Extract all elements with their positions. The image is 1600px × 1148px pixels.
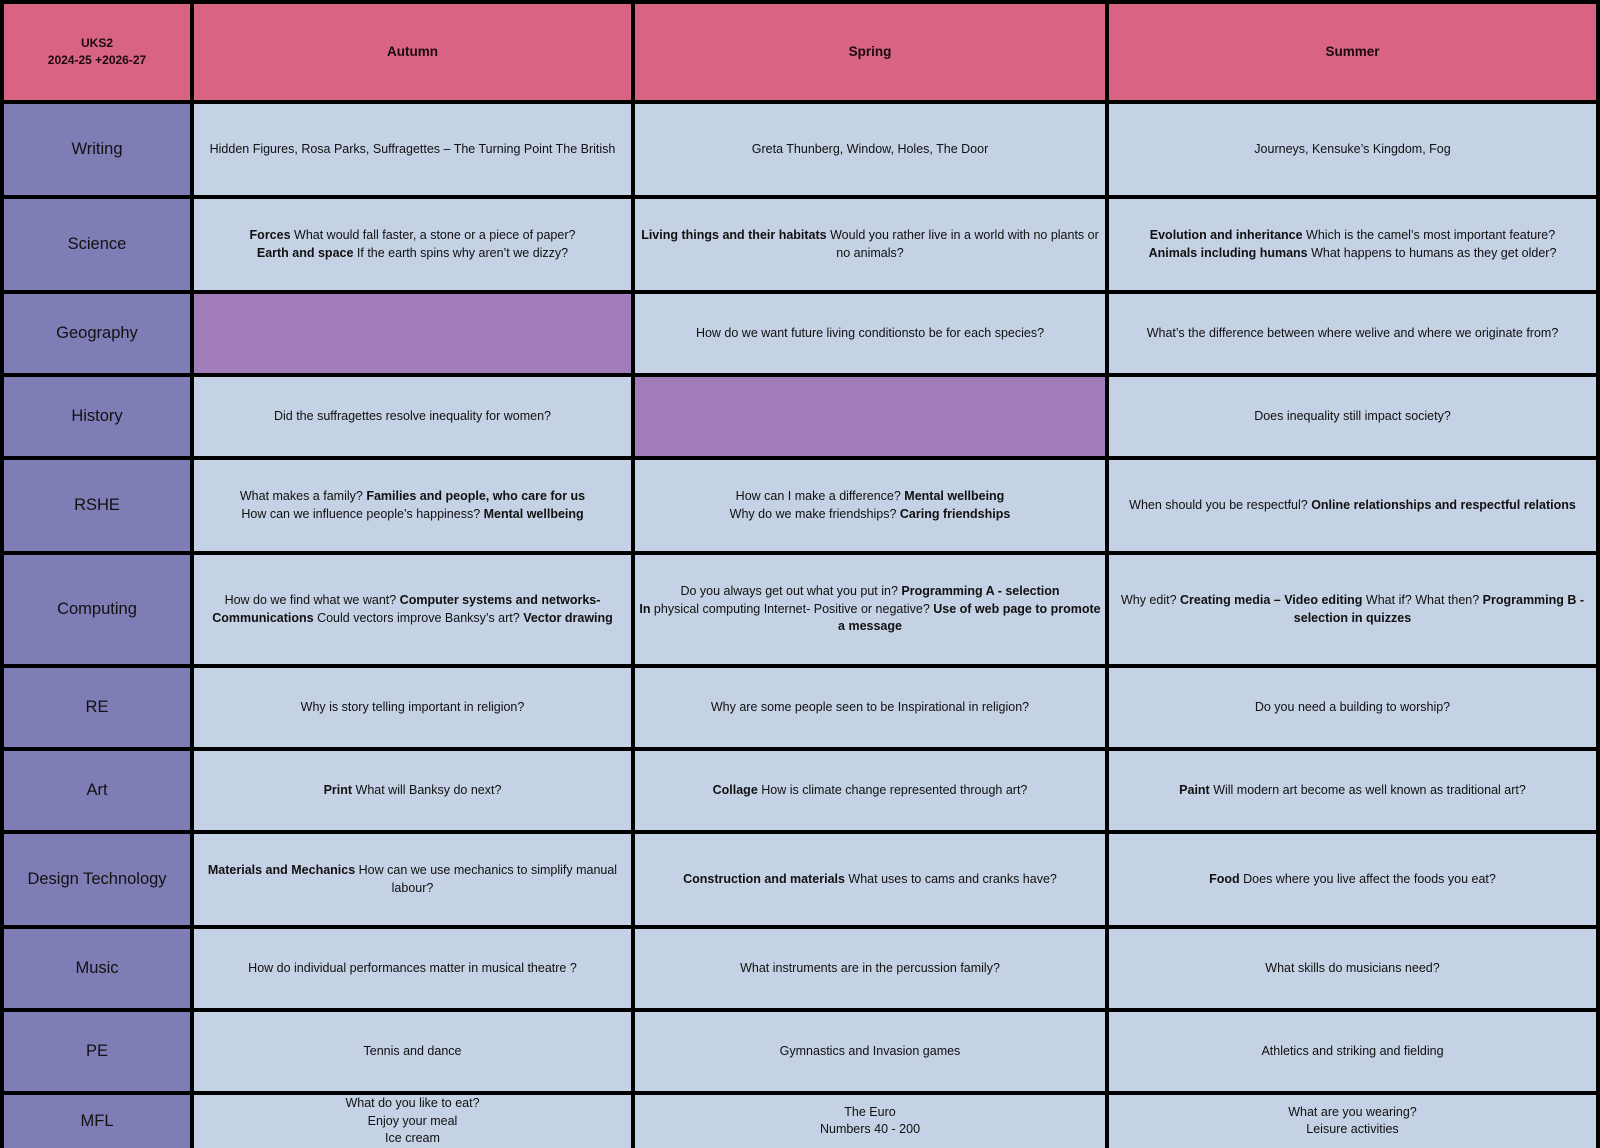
bold-topic-text: Print (323, 782, 353, 797)
cell-text: Tennis and dance (363, 1043, 462, 1058)
cell-line (638, 601, 1102, 636)
bold-topic-text: Programming A - selection (901, 584, 1060, 599)
cell-line (250, 227, 576, 245)
cell-line (1147, 325, 1559, 343)
cell-re-spring (635, 668, 1105, 747)
subject-label-computing: Computing (4, 555, 190, 664)
cell-line (1149, 245, 1557, 263)
cell-text: Do you need a building to worship? (1254, 699, 1451, 714)
cell-line (1129, 497, 1576, 515)
subject-label-rshe: RSHE (4, 460, 190, 551)
cell-re-autumn (194, 668, 631, 747)
subject-label-re: RE (4, 668, 190, 747)
cell-line (638, 227, 1102, 262)
cell-design-technology-autumn (194, 834, 631, 925)
cell-line (696, 325, 1044, 343)
cell-design-technology-spring (635, 834, 1105, 925)
bold-topic-text: Forces (249, 228, 291, 242)
cell-text: When should you be respectful? (1129, 497, 1312, 512)
cell-design-technology-summer (1109, 834, 1596, 925)
bold-topic-text: In (639, 601, 651, 616)
cell-text: What happens to humans as they get older? (1307, 245, 1557, 260)
cell-text: Did the suffragettes resolve inequality for women? (273, 408, 551, 423)
cell-line (752, 141, 988, 159)
cell-mfl-summer (1109, 1095, 1596, 1148)
cell-line (1288, 1104, 1417, 1122)
cell-text: Greta Thunberg, Window, Holes, The Door (751, 141, 989, 156)
cell-text: Why is story telling important in religion? (300, 699, 525, 714)
cell-text: Why are some people seen to be Inspirational in religion? (710, 699, 1030, 714)
cell-text: Ice cream (385, 1131, 440, 1145)
cell-text: Leisure activities (1306, 1122, 1399, 1137)
bold-topic-text: Paint (1179, 782, 1210, 797)
bold-topic-text: Mental wellbeing (904, 489, 1005, 503)
empty-cell-geography-autumn (194, 294, 631, 373)
cell-line (301, 699, 525, 717)
cell-line (780, 1043, 961, 1061)
bold-topic-text: Programming B - selection in quizzes (1293, 593, 1585, 625)
bold-topic-text: Communications (212, 610, 314, 625)
cell-text: Does where you live affect the foods you eat? (1239, 871, 1496, 886)
subject-label-design-technology: Design Technology (4, 834, 190, 925)
cell-line (1179, 782, 1526, 800)
bold-topic-text: Earth and space (256, 245, 354, 260)
cell-text: What instruments are in the percussion family? (740, 960, 1000, 975)
cell-geography-summer (1109, 294, 1596, 373)
cell-art-summer (1109, 751, 1596, 830)
bold-topic-text: Online relationships and respectful relations (1311, 497, 1576, 512)
cell-text: Hidden Figures, Rosa Parks, Suffragettes – The Turning Point The British (209, 141, 616, 156)
cell-line (1265, 960, 1439, 978)
bold-topic-text: Use of web page to promote a message (838, 601, 1101, 634)
cell-text: How can I make a difference? (735, 489, 905, 503)
cell-music-autumn (194, 929, 631, 1008)
cell-rshe-summer (1109, 460, 1596, 551)
subject-label-geography: Geography (4, 294, 190, 373)
cell-computing-summer (1109, 555, 1596, 664)
cell-text: Do you always get out what you put in? (680, 584, 902, 599)
cell-line (324, 782, 502, 800)
cell-writing-summer (1109, 104, 1596, 195)
cell-text: Gymnastics and Invasion games (779, 1043, 961, 1058)
cell-science-summer (1109, 199, 1596, 290)
subject-label-writing: Writing (4, 104, 190, 195)
cell-text: How do we find what we want? (224, 593, 400, 607)
cell-music-spring (635, 929, 1105, 1008)
cell-line (1254, 141, 1450, 159)
term-header-autumn: Autumn (194, 4, 631, 100)
corner-header (4, 4, 190, 100)
cell-line (730, 488, 1011, 506)
cell-line (248, 960, 577, 978)
cell-line (730, 506, 1011, 524)
cell-line (820, 1104, 920, 1122)
cell-re-summer (1109, 668, 1596, 747)
cell-text: What makes a family? (239, 489, 367, 503)
cell-writing-autumn (194, 104, 631, 195)
cell-line (1255, 699, 1450, 717)
empty-cell-history-spring (635, 377, 1105, 456)
cell-line (1254, 408, 1451, 426)
cell-writing-spring (635, 104, 1105, 195)
cell-text: What would fall faster, a stone or a piece of paper? (290, 228, 576, 242)
subject-label-music: Music (4, 929, 190, 1008)
cell-line (1149, 227, 1557, 245)
cell-line (1261, 1043, 1443, 1061)
cell-line (683, 871, 1057, 889)
cell-text: If the earth spins why aren’t we dizzy? (353, 245, 569, 260)
cell-text: Athletics and striking and fielding (1261, 1043, 1444, 1058)
cell-line (364, 1043, 462, 1061)
cell-line (638, 583, 1102, 601)
subject-label-art: Art (4, 751, 190, 830)
bold-topic-text: Mental wellbeing (483, 506, 584, 521)
cell-line (740, 960, 1000, 978)
cell-art-spring (635, 751, 1105, 830)
bold-topic-text: Vector drawing (523, 610, 613, 625)
cell-text: What will Banksy do next? (352, 782, 502, 797)
cell-line (1112, 592, 1593, 627)
cell-line (1288, 1121, 1417, 1139)
cell-science-spring (635, 199, 1105, 290)
bold-topic-text: Food (1209, 871, 1240, 886)
cell-text: Would you rather live in a world with no plants or no animals? (826, 228, 1099, 260)
cell-line (210, 141, 616, 159)
bold-topic-text: Creating media – Video editing (1180, 593, 1363, 607)
cell-line (1209, 871, 1496, 889)
cell-line (820, 1121, 920, 1139)
subject-label-mfl: MFL (4, 1095, 190, 1148)
subject-label-science: Science (4, 199, 190, 290)
corner-years: 2024-25 +2026-27 (47, 53, 147, 67)
cell-text: How do we want future living conditionsto be for each species? (695, 325, 1045, 340)
cell-line (274, 408, 551, 426)
bold-topic-text: Families and people, who care for us (366, 489, 586, 503)
cell-line (240, 488, 585, 506)
subject-label-pe: PE (4, 1012, 190, 1091)
cell-text: Enjoy your meal (367, 1113, 458, 1128)
cell-history-summer (1109, 377, 1596, 456)
cell-music-summer (1109, 929, 1596, 1008)
cell-text: physical computing Internet- Positive or negative? (650, 601, 934, 616)
cell-line (711, 699, 1029, 717)
cell-line (197, 862, 628, 897)
term-header-spring: Spring (635, 4, 1105, 100)
cell-science-autumn (194, 199, 631, 290)
cell-line (212, 592, 613, 610)
cell-line (345, 1095, 479, 1113)
cell-rshe-autumn (194, 460, 631, 551)
subject-label-history: History (4, 377, 190, 456)
cell-line (212, 610, 613, 628)
cell-pe-summer (1109, 1012, 1596, 1091)
cell-text: How can we influence people’s happiness? (241, 506, 484, 521)
cell-computing-spring (635, 555, 1105, 664)
cell-text: The Euro (844, 1104, 896, 1119)
cell-text: Why do we make friendships? (729, 506, 900, 521)
cell-text: Which is the camel’s most important feature? (1302, 228, 1556, 242)
cell-text: How do individual performances matter in musical theatre ? (248, 960, 577, 975)
bold-topic-text: Computer systems and networks- (399, 593, 601, 607)
cell-text: What skills do musicians need? (1265, 960, 1440, 975)
cell-computing-autumn (194, 555, 631, 664)
cell-text: How can we use mechanics to simplify manual labour? (355, 863, 618, 895)
cell-text: Numbers 40 - 200 (819, 1122, 921, 1137)
cell-line (250, 245, 576, 263)
cell-text: What are you wearing? (1288, 1104, 1417, 1119)
cell-history-autumn (194, 377, 631, 456)
cell-text: Could vectors improve Banksy’s art? (313, 610, 524, 625)
cell-text: Will modern art become as well known as traditional art? (1209, 782, 1526, 797)
bold-topic-text: Living things and their habitats (641, 228, 827, 242)
cell-text: Why edit? (1120, 593, 1180, 607)
cell-line (240, 506, 585, 524)
cell-line (345, 1130, 479, 1148)
cell-rshe-spring (635, 460, 1105, 551)
cell-mfl-autumn (194, 1095, 631, 1148)
bold-topic-text: Caring friendships (899, 506, 1011, 521)
bold-topic-text: Animals including humans (1148, 245, 1308, 260)
cell-text: What if? What then? (1362, 593, 1483, 607)
term-header-summer: Summer (1109, 4, 1596, 100)
cell-text: What do you like to eat? (345, 1096, 480, 1110)
cell-text: Journeys, Kensuke’s Kingdom, Fog (1254, 141, 1451, 156)
cell-mfl-spring (635, 1095, 1105, 1148)
bold-topic-text: Evolution and inheritance (1149, 228, 1303, 242)
cell-text: What’s the difference between where welive and where we originate from? (1146, 325, 1559, 340)
cell-text: What uses to cams and cranks have? (844, 871, 1057, 886)
cell-pe-spring (635, 1012, 1105, 1091)
cell-geography-spring (635, 294, 1105, 373)
cell-text: Does inequality still impact society? (1254, 408, 1451, 423)
bold-topic-text: Materials and Mechanics (207, 863, 356, 877)
bold-topic-text: Collage (712, 782, 758, 797)
cell-line (345, 1113, 479, 1131)
bold-topic-text: Construction and materials (683, 871, 845, 886)
corner-key-stage: UKS2 (80, 36, 113, 50)
cell-pe-autumn (194, 1012, 631, 1091)
cell-text: How is climate change represented through art? (757, 782, 1028, 797)
cell-art-autumn (194, 751, 631, 830)
cell-line (713, 782, 1028, 800)
